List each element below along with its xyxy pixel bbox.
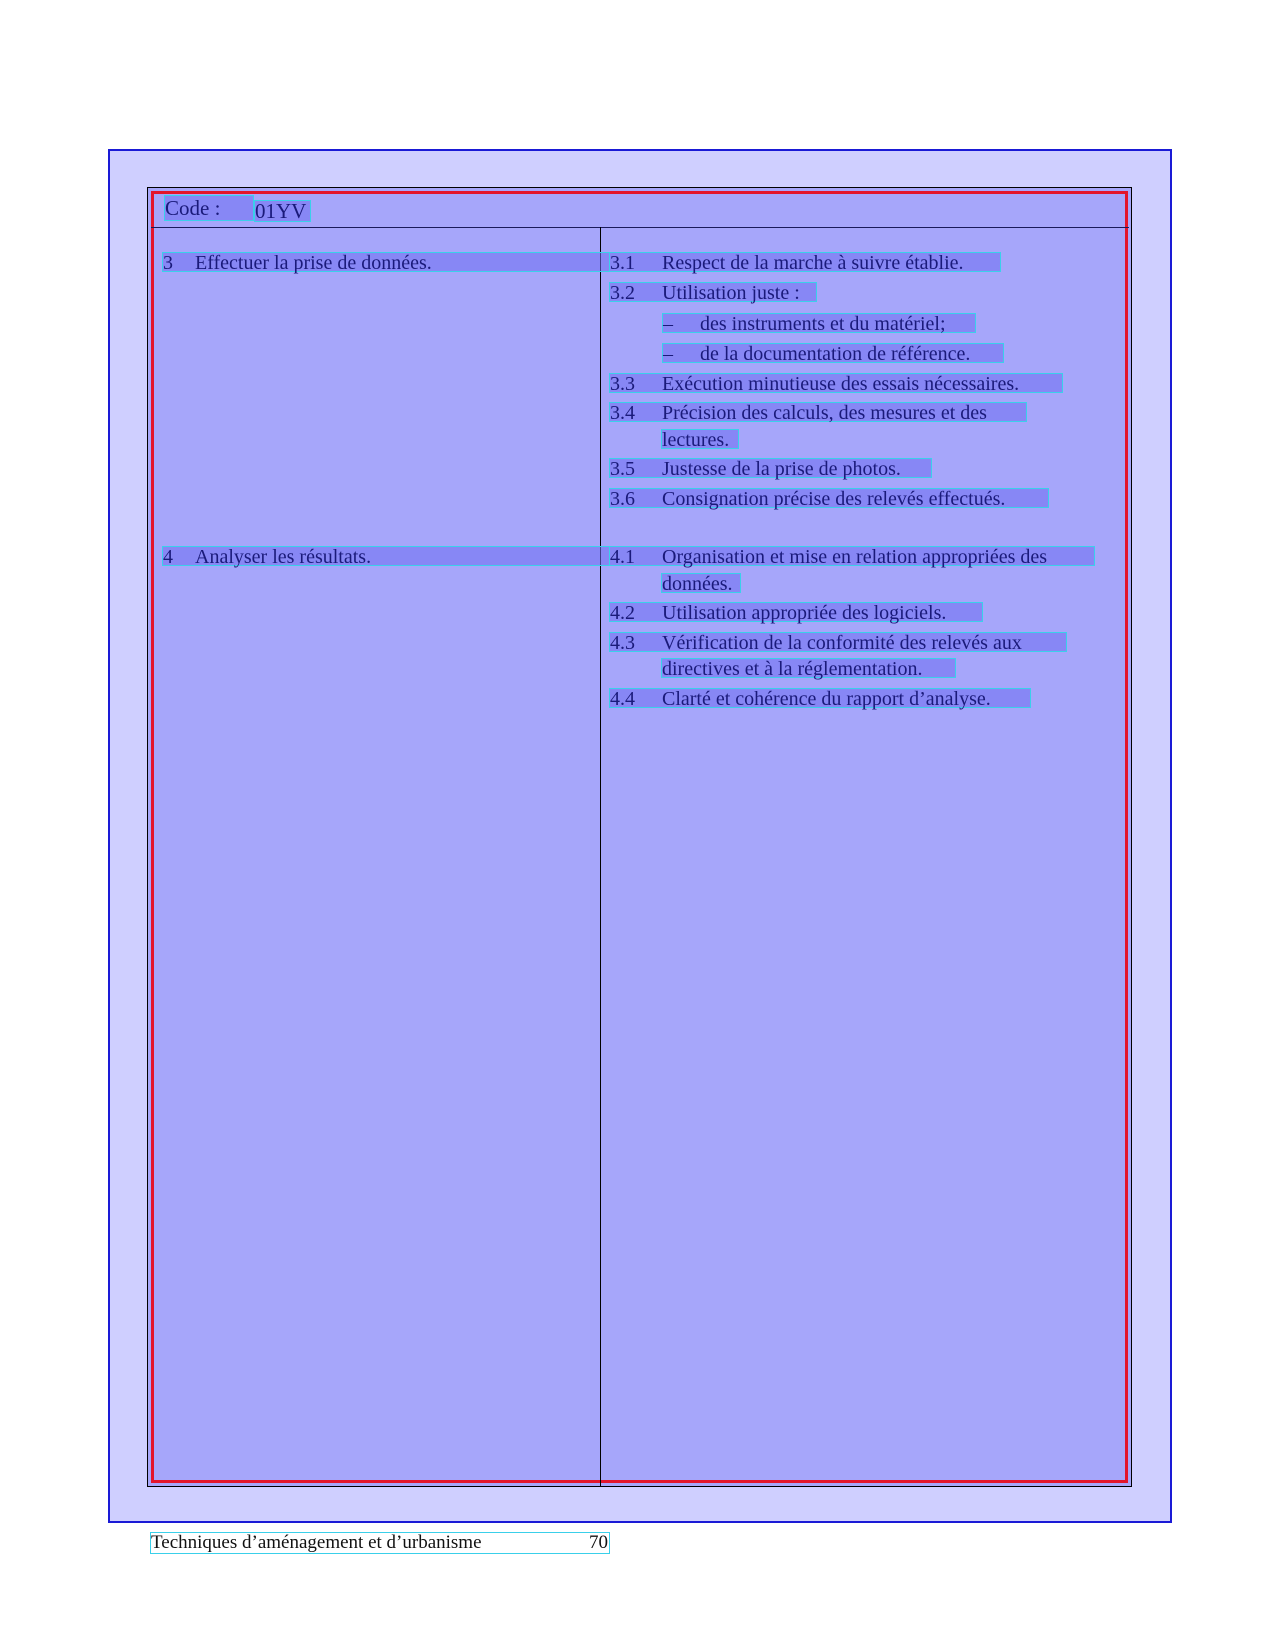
footer-title: Techniques d’aménagement et d’urbanisme [151,1532,482,1553]
criterion-text: lectures. [662,429,730,451]
header-divider [151,227,1129,228]
criterion-text: Clarté et cohérence du rapport d’analyse. [662,688,991,710]
page-number: 70 [589,1532,608,1553]
criterion-continuation [661,658,956,678]
criterion-number: 3.6 [610,488,635,510]
criterion-number: 4.3 [610,632,635,654]
criterion-number: 3.5 [610,458,635,480]
criterion-number: 3.2 [610,282,635,304]
code-label: Code : [164,195,254,221]
criterion-row [609,252,1001,272]
criterion-text: Exécution minutieuse des essais nécessaires. [662,373,1020,395]
bullet-dash: – [663,343,673,365]
code-value: 01YV [254,200,311,222]
criterion-row [609,373,1063,393]
criterion-number: 4.1 [610,546,635,568]
element-number: 4 [163,546,173,568]
element-row [162,546,610,566]
criterion-text: directives et à la réglementation. [662,658,923,680]
criterion-text: Vérification de la conformité des relevés aux [662,632,1022,654]
element-text: Analyser les résultats. [195,546,372,568]
criterion-number: 4.4 [610,688,635,710]
criterion-row [609,488,1049,508]
criterion-text: des instruments et du matériel; [700,313,946,335]
criterion-row [609,632,1067,652]
criterion-text: de la documentation de référence. [700,343,971,365]
criterion-text: données. [662,573,733,595]
criterion-row [609,602,983,622]
criterion-text: Utilisation appropriée des logiciels. [662,602,947,624]
page-footer [150,1532,610,1554]
element-number: 3 [163,252,173,274]
criterion-bullet-row [662,343,1004,363]
criterion-continuation [661,573,741,593]
column-divider [600,227,601,1486]
criterion-text: Justesse de la prise de photos. [662,458,901,480]
criterion-text: Utilisation juste : [662,282,800,304]
element-row [162,252,610,272]
criterion-row [609,282,817,302]
criterion-text: Précision des calculs, des mesures et des [662,402,987,424]
criterion-number: 3.1 [610,252,635,274]
criterion-bullet-row [662,313,976,333]
criterion-continuation [661,429,739,449]
criterion-number: 3.3 [610,373,635,395]
criterion-text: Consignation précise des relevés effectués. [662,488,1006,510]
criterion-row [609,688,1031,708]
criterion-text: Respect de la marche à suivre établie. [662,252,964,274]
criterion-number: 4.2 [610,602,635,624]
element-text: Effectuer la prise de données. [195,252,432,274]
criterion-row [609,546,1095,566]
bullet-dash: – [663,313,673,335]
criterion-row [609,458,932,478]
criterion-text: Organisation et mise en relation appropriées des [662,546,1048,568]
criterion-row [609,402,1027,422]
criterion-number: 3.4 [610,402,635,424]
